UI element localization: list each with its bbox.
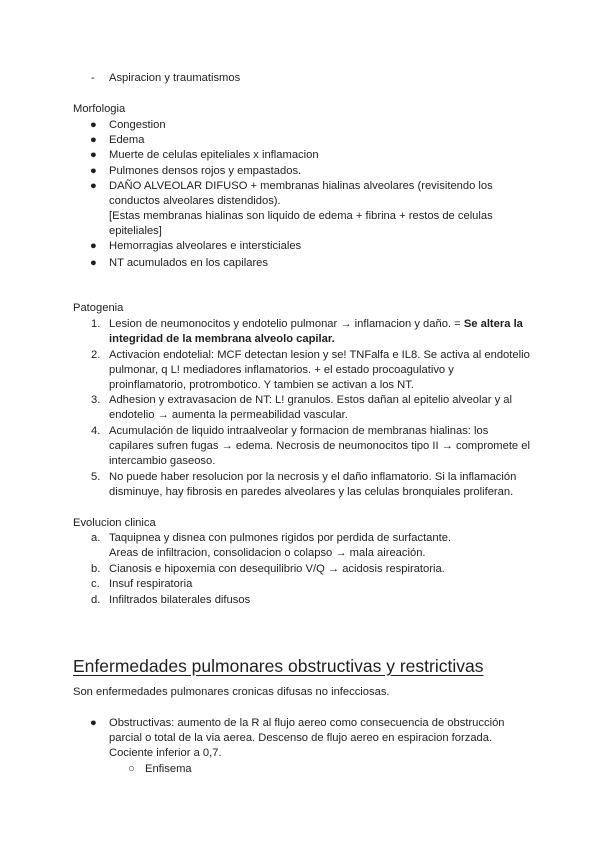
dash-marker: -	[91, 72, 95, 84]
obstructivas-item-cont: parcial o total de la via aerea. Descenso de flujo aereo en espiracion forzada.	[109, 732, 493, 744]
patogenia-item-2-cont: pulmonar, q L! mediadores inflamatorios. + el estado procoagulativo y	[109, 364, 454, 376]
list-letter: c.	[91, 578, 100, 590]
patogenia-item-3-cont: endotelio → aumenta la permeabilidad vascular.	[109, 409, 348, 421]
patogenia-item-5: No puede haber resolucion por la necrosis y el daño inflamatorio. Si la inflamación	[109, 471, 517, 483]
morfologia-item: Congestion	[109, 119, 166, 131]
patogenia-item-1-bold: Se altera la	[463, 318, 523, 330]
section-heading: Enfermedades pulmonares obstructivas y restrictivas	[73, 656, 484, 676]
list-letter: b.	[91, 563, 101, 575]
evolucion-item-b: Cianosis e hipoxemia con desequilibrio V/Q → acidosis respiratoria.	[109, 563, 445, 575]
patogenia-item-5-cont: disminuye, hay fibrosis en paredes alveolares y las celulas bronquiales proliferan.	[109, 486, 514, 498]
bullet-icon: ●	[90, 149, 97, 161]
bullet-icon: ●	[90, 717, 97, 729]
evolucion-item-d: Infiltrados bilaterales difusos	[109, 594, 251, 606]
bullet-icon: ●	[90, 165, 97, 177]
patogenia-item-3: Adhesion y extravasacion de NT: L! granulos. Estos dañan al epitelio alveolar y al	[109, 394, 512, 406]
list-number: 1.	[91, 318, 101, 330]
bullet-icon: ●	[90, 240, 97, 252]
morfologia-item: NT acumulados en los capilares	[109, 257, 268, 269]
morfologia-item: Pulmones densos rojos y empastados.	[109, 165, 302, 177]
list-number: 5.	[91, 471, 101, 483]
evolucion-item-a: Taquipnea y disnea con pulmones rigidos por perdida de surfactante.	[109, 532, 452, 544]
list-letter: a.	[91, 532, 101, 544]
patogenia-item-2: Activacion endotelial: MCF detectan lesion y se! TNFalfa e IL8. Se activa al endotelio	[109, 349, 530, 361]
bullet-icon: ●	[90, 257, 97, 269]
obstructivas-item-cont: Cociente inferior a 0,7.	[109, 747, 222, 759]
evolucion-item-c: Insuf respiratoria	[109, 578, 193, 590]
morfologia-item: Edema	[109, 134, 145, 146]
bullet-icon: ●	[90, 119, 97, 131]
morfologia-title: Morfologia	[73, 103, 126, 115]
evolucion-item-a-cont: Areas de infiltracion, consolidacion o colapso → mala aireación.	[109, 547, 426, 559]
morfologia-item-cont: epiteliales]	[109, 225, 162, 237]
intro-line: Aspiracion y traumatismos	[109, 72, 241, 84]
list-number: 2.	[91, 349, 101, 361]
morfologia-item: Muerte de celulas epiteliales x inflamacion	[109, 149, 319, 161]
list-number: 3.	[91, 394, 101, 406]
morfologia-item: DAÑO ALVEOLAR DIFUSO + membranas hialinas alveolares (revisitendo los	[109, 180, 493, 192]
patogenia-item-4-cont: intercambio gaseoso.	[109, 455, 216, 467]
section-intro: Son enfermedades pulmonares cronicas difusas no infecciosas.	[73, 686, 390, 698]
patogenia-item-2-cont: proinflamatorio, protrombotico. Y tambien se activan a los NT.	[109, 379, 414, 391]
enfisema-item: Enfisema	[145, 763, 192, 775]
morfologia-item-cont: [Estas membranas hialinas son liquido de edema + fibrina + restos de celulas	[109, 210, 493, 222]
list-letter: d.	[91, 594, 101, 606]
patogenia-item-1-bold-cont: integridad de la membrana alveolo capilar.	[109, 333, 335, 345]
list-number: 4.	[91, 425, 101, 437]
patogenia-item-4: Acumulación de liquido intraalveolar y formacion de membranas hialinas: los	[109, 425, 489, 437]
patogenia-title: Patogenia	[73, 302, 124, 314]
patogenia-item-1-text: Lesion de neumonocitos y endotelio pulmonar → inflamacion y daño. =	[109, 318, 464, 330]
hollow-bullet-icon: ○	[128, 763, 135, 775]
bullet-icon: ●	[90, 180, 97, 192]
bullet-icon: ●	[90, 134, 97, 146]
evolucion-title: Evolucion clinica	[73, 517, 156, 529]
patogenia-item-4-cont: capilares sufren fugas → edema. Necrosis de neumonocitos tipo II → compromete el	[109, 440, 530, 452]
morfologia-item-cont: conductos alveolares distendidos).	[109, 195, 281, 207]
obstructivas-item: Obstructivas: aumento de la R al flujo aereo como consecuencia de obstrucción	[109, 717, 505, 729]
morfologia-item: Hemorragias alveolares e intersticiales	[109, 240, 302, 252]
patogenia-item-1	[109, 317, 523, 332]
